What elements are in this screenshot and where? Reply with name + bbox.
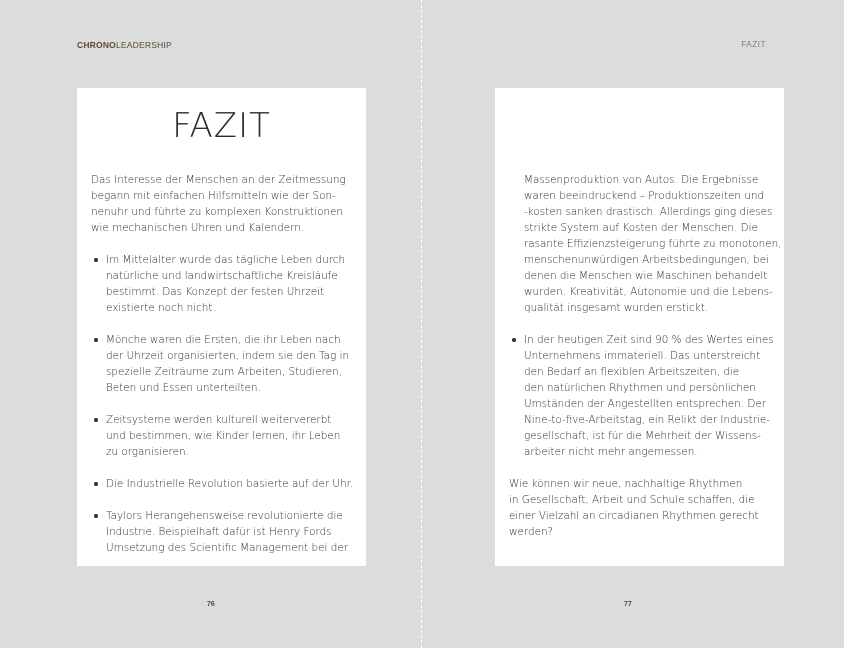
text-line: natürliche und landwirtschaftliche Kreisläufe <box>106 270 338 282</box>
bullet-item <box>524 332 774 460</box>
closing-question <box>509 476 759 540</box>
page-number-left: 76 <box>207 601 215 608</box>
bullet-item <box>106 252 345 316</box>
bullet-dot <box>94 418 98 422</box>
text-line: arbeiter nicht mehr angemessen. <box>524 446 698 458</box>
continuation-paragraph <box>524 172 781 316</box>
text-line: den natürlichen Rhythmen und persönlichen <box>524 382 756 394</box>
bullet-item <box>106 332 349 396</box>
text-line: In der heutigen Zeit sind 90 % des Wertes eines <box>524 334 774 346</box>
text-line: Nine-to-five-Arbeitstag, ein Relikt der Industrie- <box>524 414 771 426</box>
text-line: denen die Menschen wie Maschinen behandelt <box>524 270 768 282</box>
text-line: Mönche waren die Ersten, die ihr Leben nach <box>106 334 341 346</box>
left-page <box>0 0 421 648</box>
text-line: strikte System auf Kosten der Menschen. Die <box>524 222 758 234</box>
bullet-dot <box>94 338 98 342</box>
brand-logo: CHRONOLEADERSHIP <box>77 40 172 50</box>
right-text-panel <box>495 88 784 566</box>
text-line: Beten und Essen unterteilten. <box>106 382 261 394</box>
text-line: wie mechanischen Uhren und Kalendern. <box>91 222 305 234</box>
text-line: spezielle Zeiträume zum Arbeiten, Studieren, <box>106 366 342 378</box>
text-line: Zeitsysteme werden kulturell weitervererbt <box>106 414 332 426</box>
text-line: bestimmt. Das Konzept der festen Uhrzeit <box>106 286 325 298</box>
bullet-dot <box>94 482 98 486</box>
intro-paragraph <box>91 172 346 236</box>
text-line: Massenproduktion von Autos. Die Ergebnisse <box>524 174 759 186</box>
text-line: waren beeindruckend – Produktionszeiten und <box>524 190 765 202</box>
bullet-dot <box>512 338 516 342</box>
bullet-item <box>106 476 353 492</box>
text-line: und bestimmen, wie Kinder lernen, ihr Leben <box>106 430 341 442</box>
text-line: Wie können wir neue, nachhaltige Rhythmen <box>509 478 743 490</box>
text-line: -kosten sanken drastisch. Allerdings ging dieses <box>524 206 773 218</box>
text-line: gesellschaft, ist für die Mehrheit der Wissens- <box>524 430 761 442</box>
text-line: existierte noch nicht. <box>106 302 216 314</box>
text-line: zu organisieren. <box>106 446 189 458</box>
text-line: qualität insgesamt wurden erstickt. <box>524 302 709 314</box>
text-line: in Gesellschaft, Arbeit und Schule schaffen, die <box>509 494 755 506</box>
text-line: Industrie. Beispielhaft dafür ist Henry Fords <box>106 526 332 538</box>
bullet-dot <box>94 258 98 262</box>
bullet-item <box>106 508 348 556</box>
text-line: Umständen der Angestellten entsprechen. Der <box>524 398 766 410</box>
running-head: FAZIT <box>741 40 766 49</box>
text-line: begann mit einfachen Hilfsmitteln wie der Son- <box>91 190 336 202</box>
text-line: Umsetzung des Scientific Management bei der <box>106 542 348 554</box>
text-line: der Uhrzeit organisierten, indem sie den Tag in <box>106 350 350 362</box>
bullet-dot <box>94 514 98 518</box>
text-line: menschenunwürdigen Arbeitsbedingungen, bei <box>524 254 770 266</box>
text-line: werden? <box>509 526 554 538</box>
gutter-divider <box>421 0 422 648</box>
text-line: Im Mittelalter wurde das tägliche Leben durch <box>106 254 346 266</box>
text-line: einer Vielzahl an circadianen Rhythmen gerecht <box>509 510 759 522</box>
bullet-item <box>106 412 340 460</box>
right-page <box>423 0 844 648</box>
text-line: rasante Effizienzsteigerung führte zu monotonen, <box>524 238 782 250</box>
text-line: Die Industrielle Revolution basierte auf der Uhr. <box>106 478 354 490</box>
page-title: FAZIT <box>172 106 271 146</box>
text-line: nenuhr und führte zu komplexen Konstruktionen <box>91 206 344 218</box>
left-text-panel <box>77 88 366 566</box>
text-line: Taylors Herangehensweise revolutionierte die <box>106 510 343 522</box>
text-line: wurden. Kreativität, Autonomie und die Lebens- <box>524 286 773 298</box>
page-number-right: 77 <box>624 601 632 608</box>
text-line: Unternehmens immateriell. Das unterstreicht <box>524 350 761 362</box>
text-line: Das Interesse der Menschen an der Zeitmessung <box>91 174 346 186</box>
text-line: den Bedarf an flexiblen Arbeitszeiten, die <box>524 366 740 378</box>
